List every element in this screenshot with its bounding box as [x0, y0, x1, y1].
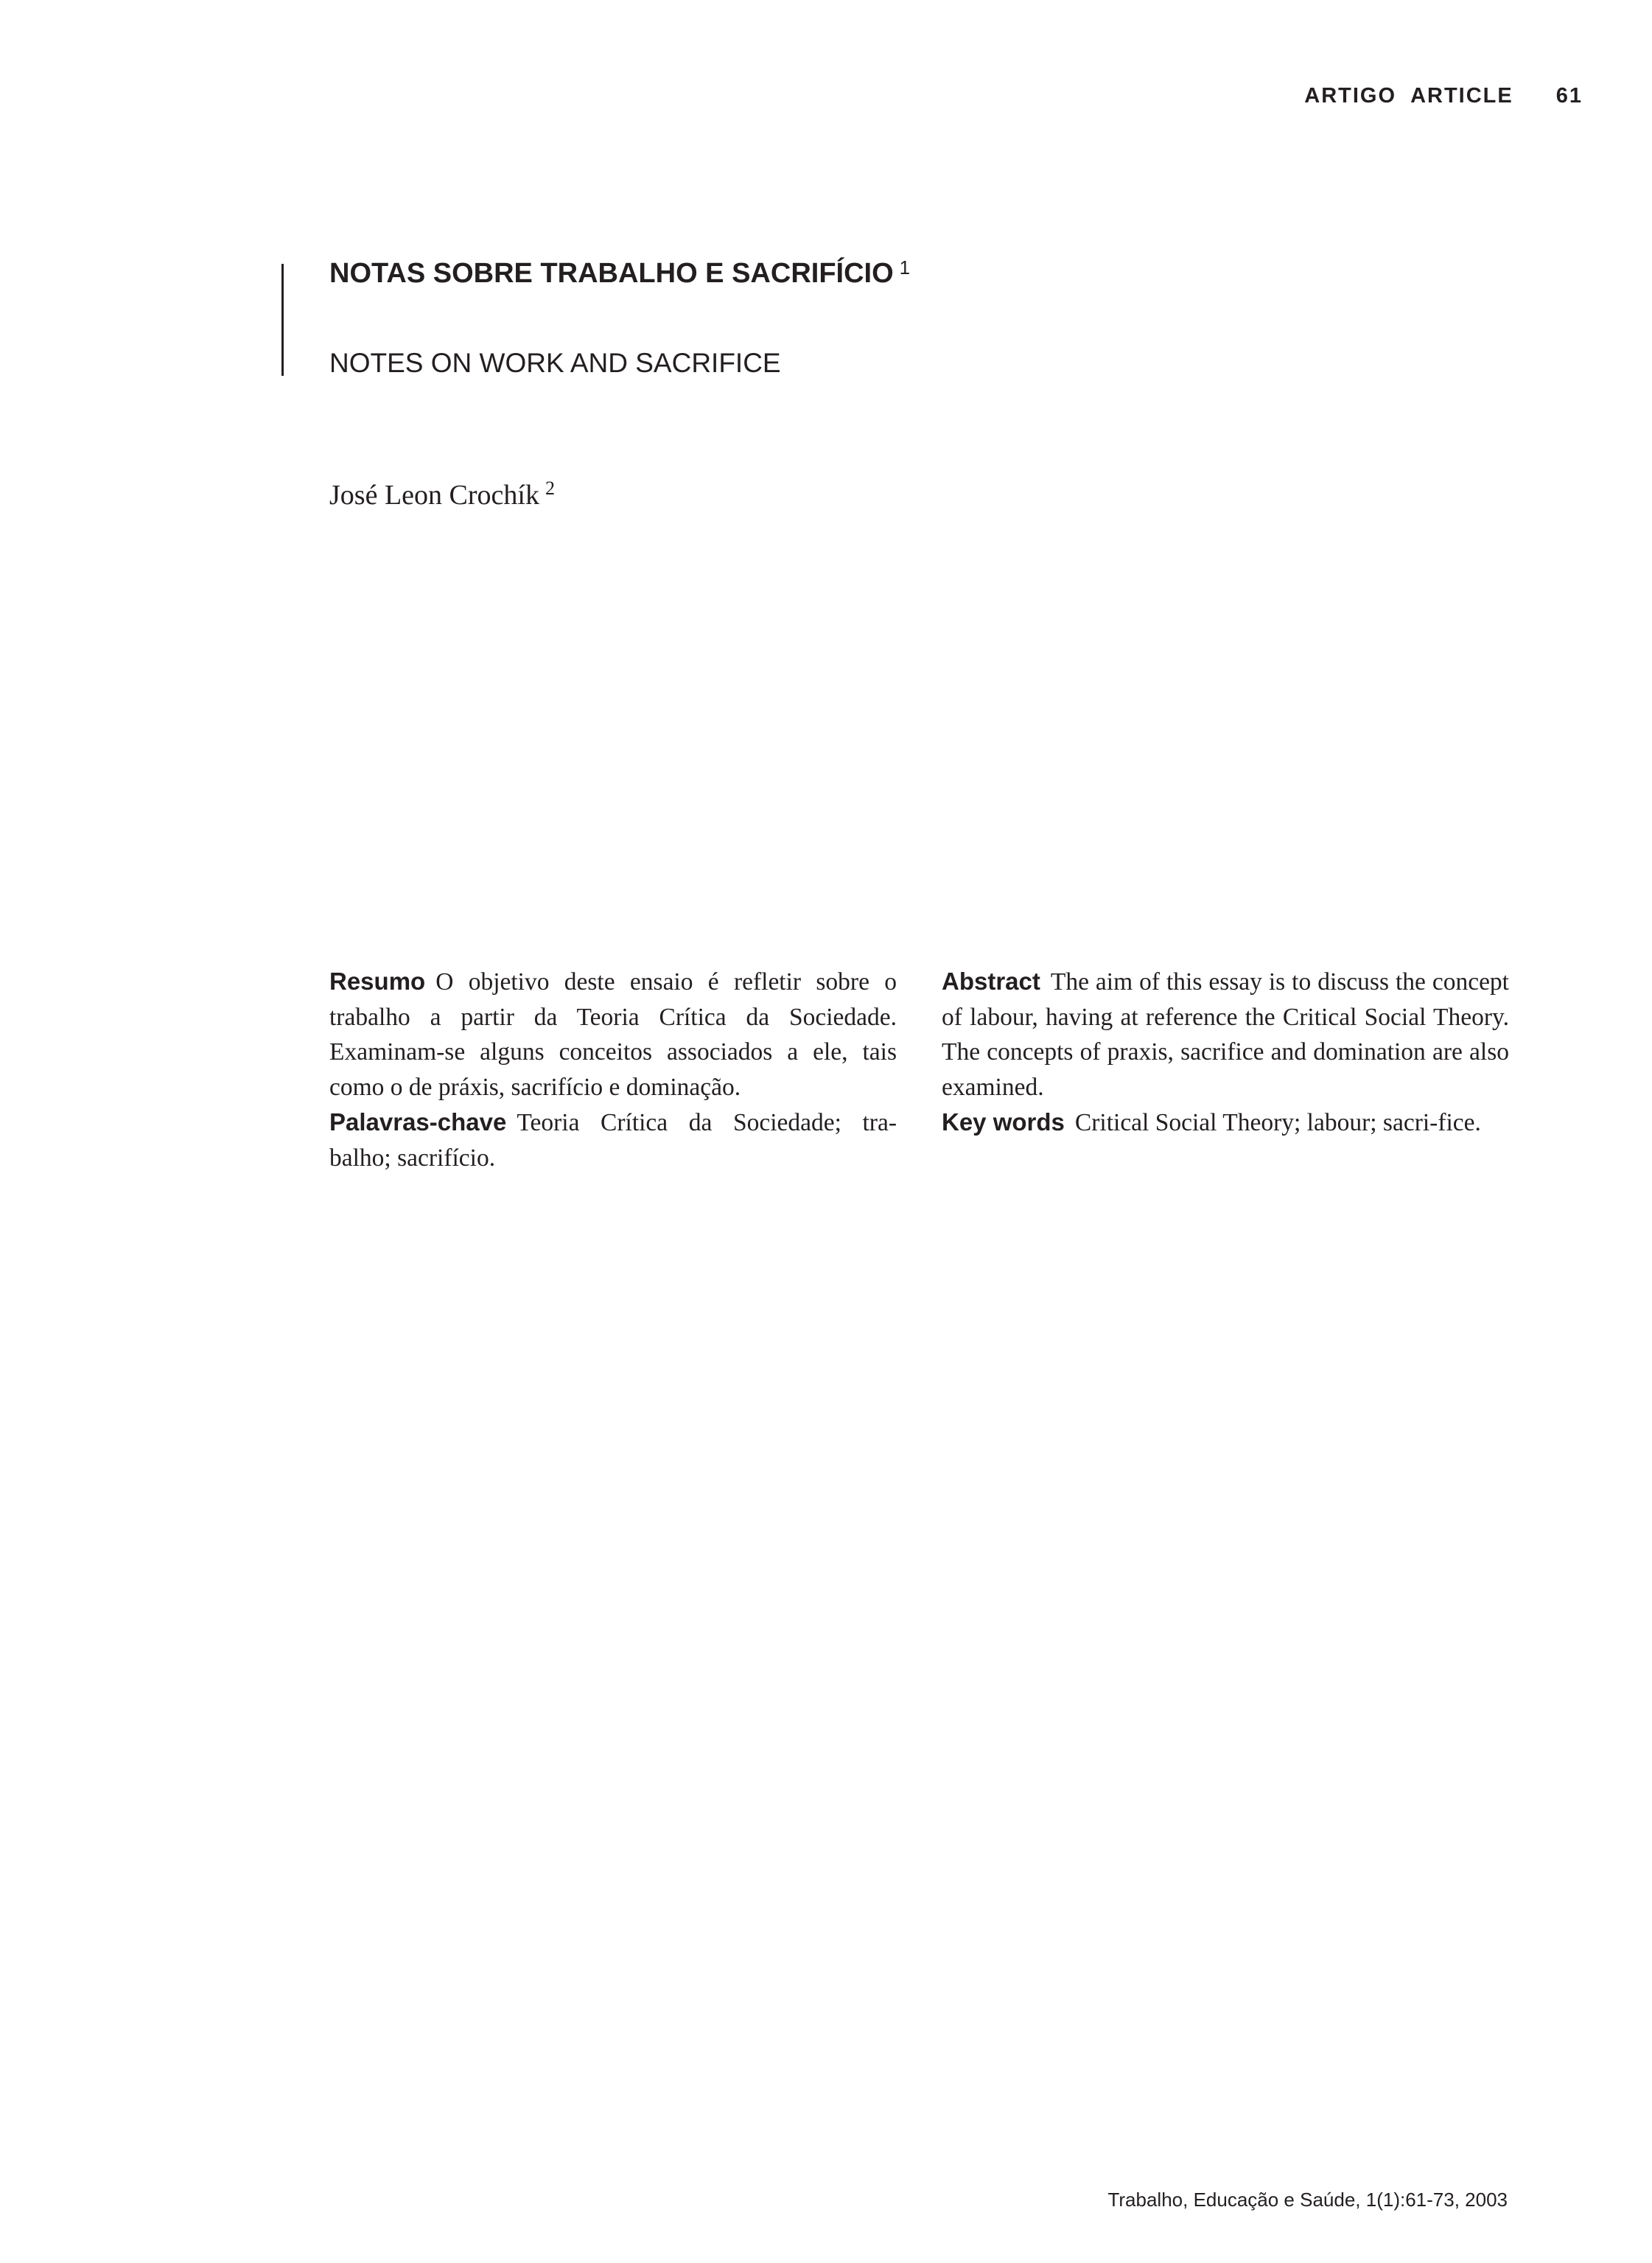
key-words-text: Critical Social Theory; labour; sacri-fice.: [1074, 1109, 1481, 1136]
journal-citation-footer: Trabalho, Educação e Saúde, 1(1):61-73, 2003: [1107, 2189, 1508, 2211]
abstract-label: Abstract: [942, 968, 1040, 995]
resumo-paragraph: [329, 964, 897, 1105]
palavras-chave-paragraph: [329, 1105, 897, 1175]
article-title-english: NOTES ON WORK AND SACRIFICE: [329, 348, 781, 378]
key-words-paragraph: [942, 1105, 1509, 1141]
abstract-english: [942, 964, 1509, 1141]
running-header: [1304, 84, 1583, 108]
abstract-paragraph: [942, 964, 1509, 1105]
author-name: José Leon Crochík: [329, 480, 539, 511]
article-title-portuguese: [329, 258, 910, 290]
title-pt-text: NOTAS SOBRE TRABALHO E SACRIFÍCIO: [329, 258, 894, 289]
author-footnote-marker: 2: [545, 478, 555, 499]
palavras-chave-text: Teoria Crítica da Sociedade; tra-balho; sacrifício.: [329, 1109, 897, 1172]
section-label: ARTIGO ARTICLE: [1304, 84, 1513, 108]
abstract-text: The aim of this essay is to discuss the concept of labour, having at reference the Critical Social Theory. The concepts of praxis, sacrifice and domination are also examined.: [942, 968, 1509, 1101]
title-footnote-marker: 1: [899, 256, 911, 279]
palavras-chave-label: Palavras-chave: [329, 1108, 507, 1136]
resumo-label: Resumo: [329, 968, 426, 995]
abstract-portuguese: [329, 964, 897, 1175]
page-number: 61: [1555, 84, 1583, 108]
key-words-label: Key words: [942, 1108, 1065, 1136]
resumo-text: O objetivo deste ensaio é refletir sobre o trabalho a partir da Teoria Crítica da Sociedade. Examinam-se alguns conceitos associados a ele, tais como o de práxis, sacrifício e dominação.: [329, 968, 897, 1101]
title-vertical-rule: [281, 264, 284, 376]
author-line: [329, 479, 555, 511]
